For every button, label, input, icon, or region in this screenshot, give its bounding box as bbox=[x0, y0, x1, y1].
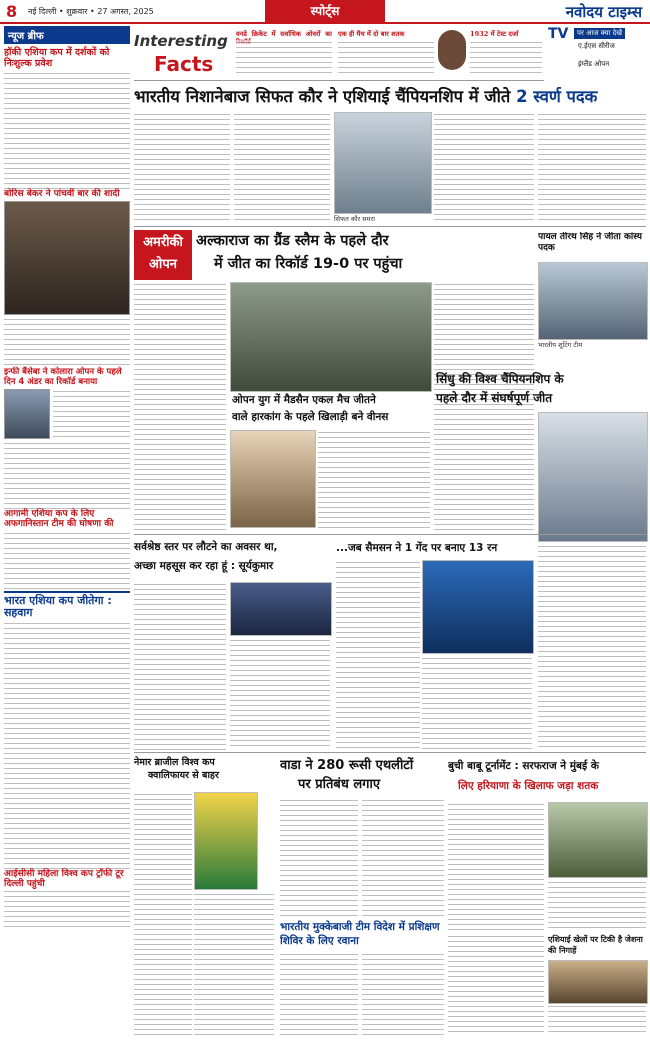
open-era-headline bbox=[232, 392, 432, 428]
payal-headline: पायल तीरथ सिंह ने जीता कांस्य पदक bbox=[538, 232, 642, 253]
buchi-line-2: लिए हरियाणा के खिलाफ जड़ा शतक bbox=[458, 780, 599, 792]
suryakumar-line-1: सर्वश्रेष्ठ स्तर पर लौटने का अवसर था, bbox=[134, 541, 278, 553]
fact-2: एक ही मैच में दो बार शतक bbox=[338, 30, 434, 76]
news-brief-column bbox=[4, 26, 130, 1038]
photo-caption: सिफत कौर समरा bbox=[334, 215, 375, 223]
main-story-col-4 bbox=[538, 112, 646, 224]
buchi-col-2 bbox=[548, 880, 646, 932]
suryakumar-headline bbox=[134, 538, 334, 578]
sifat-kaur-photo bbox=[334, 112, 432, 214]
venus-story bbox=[318, 430, 430, 530]
main-headline-text: भारतीय निशानेबाज सिफत कौर ने एशियाई चैंपियनशिप में जीते bbox=[134, 87, 517, 106]
open-era-line-1: ओपन युग में मैडसैन एकल मैच जीतने bbox=[232, 394, 376, 406]
text-block bbox=[4, 529, 130, 591]
samson-col-2 bbox=[422, 656, 532, 750]
newspaper-brand: नवोदय टाइम्स bbox=[565, 3, 642, 21]
payal-photo bbox=[538, 262, 648, 340]
sindhu-line-1: सिंधु की विश्व चैंपियनशिप के bbox=[436, 372, 564, 386]
main-story-col-2 bbox=[234, 112, 330, 224]
sindhu-photo bbox=[538, 412, 648, 542]
divider bbox=[134, 534, 646, 535]
boxing-col-2 bbox=[362, 952, 444, 1036]
samson-col-1 bbox=[336, 560, 420, 750]
tv-channel-1: ए.ईएस सीरीज bbox=[578, 42, 615, 50]
neymar-line-2: क्वालिफायर से बाहर bbox=[148, 770, 219, 781]
sindhu-headline bbox=[436, 370, 646, 410]
payal-caption: भारतीय शूटिंग टीम bbox=[538, 341, 583, 349]
player-photo bbox=[4, 389, 50, 439]
buchi-headline bbox=[448, 756, 646, 800]
fact-3: 1932 में टेस्ट दर्जा bbox=[470, 30, 542, 76]
suryakumar-col-2 bbox=[230, 638, 330, 750]
alcaraz-headline-line-2: में जीत का रिकॉर्ड 19-0 पर पहुंचा bbox=[214, 256, 403, 272]
buchi-line-1: बुची बाबू टूर्नामेंट : सरफराज ने मुंबई के bbox=[448, 760, 599, 772]
wada-col-1 bbox=[280, 798, 358, 918]
divider bbox=[134, 226, 646, 227]
facts-title-2: Facts bbox=[154, 52, 214, 76]
asian-games-col-1 bbox=[448, 934, 544, 1036]
sindhu-line-2: पहले दौर में संघर्षपूर्ण जीत bbox=[436, 391, 553, 405]
wada-line-1: वाडा ने 280 रूसी एथलीटों bbox=[280, 758, 414, 773]
neymar-headline bbox=[134, 756, 274, 792]
tv-icon: TV bbox=[548, 26, 569, 42]
main-story-col-3 bbox=[434, 112, 534, 224]
neymar-photo bbox=[194, 792, 258, 890]
news-brief-label: न्यूज ब्रीफ bbox=[4, 26, 130, 44]
page-number: 8 bbox=[6, 2, 18, 21]
text-block bbox=[4, 317, 130, 367]
open-era-line-2: वाले हारकांग के पहले खिलाड़ी बने वीनस bbox=[232, 411, 389, 423]
fact-1: वनडे क्रिकेट में सर्वाधिक ओवरों का bbox=[236, 30, 332, 76]
brief-headline-1: हॉकी एशिया कप में दर्शकों को निःशुल्क प्रवेश bbox=[4, 47, 110, 69]
boxing-headline: भारतीय मुक्केबाजी टीम विदेश में प्रशिक्षण शिविर के लिए रवाना bbox=[280, 921, 440, 947]
masthead bbox=[0, 0, 650, 24]
wada-col-2 bbox=[362, 798, 444, 918]
tv-channel-2: इंग्लैंड ओपन bbox=[578, 60, 610, 68]
boxing-col-1 bbox=[280, 952, 358, 1036]
asian-games-col-2 bbox=[548, 1004, 646, 1036]
brief-headline-6: आईसीसी महिला विश्व कप ट्रॉफी टूर दिल्ली पहुंची bbox=[4, 869, 124, 889]
venus-photo bbox=[230, 430, 316, 528]
suryakumar-photo bbox=[230, 582, 332, 636]
neymar-col-1 bbox=[134, 792, 192, 1036]
text-block bbox=[53, 389, 130, 437]
suryakumar-line-2: अच्छा महसूस कर रहा हूं : सूर्यकुमार bbox=[134, 560, 274, 572]
boris-photo bbox=[4, 201, 130, 315]
interesting-facts bbox=[134, 26, 544, 81]
samson-photo bbox=[422, 560, 534, 654]
sarfaraz-photo bbox=[548, 802, 648, 878]
brief-headline-2: बोरिस बेकर ने पांचवीं बार की शादी bbox=[4, 189, 120, 199]
jeshna-photo bbox=[548, 960, 648, 1004]
text-block bbox=[4, 619, 130, 869]
main-headline-highlight: 2 स्वर्ण पदक bbox=[516, 87, 598, 106]
suryakumar-col-1 bbox=[134, 582, 226, 750]
buchi-col-1 bbox=[448, 802, 544, 932]
tv-subtitle: पर आज क्या देखें bbox=[574, 28, 625, 39]
alcaraz-col-1 bbox=[134, 282, 226, 532]
brief-headline-3: इन्फी बैंसेबा ने कोलारा ओपन के पहले दिन 4 अंडर का रिकॉर्ड बनाया bbox=[4, 367, 122, 387]
cricketer-photo bbox=[438, 30, 466, 70]
wada-headline bbox=[280, 756, 444, 796]
text-block bbox=[4, 439, 130, 509]
facts-title-1: Interesting bbox=[134, 32, 228, 50]
samson-headline: ...जब सैमसन ने 1 गेंद पर बनाए 13 रन bbox=[336, 542, 498, 554]
section-label: स्पोर्ट्स bbox=[265, 0, 385, 22]
neymar-col-2 bbox=[194, 892, 274, 1036]
sindhu-story bbox=[538, 544, 646, 750]
tv-schedule bbox=[548, 26, 646, 80]
neymar-line-1: नेमार ब्राजील विश्व कप bbox=[134, 757, 215, 768]
divider bbox=[134, 752, 646, 753]
main-story-col-1 bbox=[134, 112, 230, 224]
asian-games-headline: एशियाई खेलों पर टिकी है जेशना की निगाहें bbox=[548, 935, 643, 955]
alcaraz-photo bbox=[230, 282, 432, 392]
alcaraz-tag: अमरीकी ओपन bbox=[134, 230, 192, 280]
text-block bbox=[4, 69, 130, 189]
alcaraz-headline bbox=[196, 230, 486, 278]
text-block bbox=[4, 889, 130, 929]
alcaraz-headline-line-1: अल्काराज का ग्रैंड स्लैम के पहले दौर bbox=[196, 233, 389, 249]
dateline: नई दिल्ली • शुक्रवार • 27 अगस्त, 2025 bbox=[28, 7, 154, 16]
brief-headline-5: भारत एशिया कप जीतेगा : सहवाग bbox=[4, 591, 130, 619]
brief-headline-4: आगामी एशिया कप के लिए अफगानिस्तान टीम की घोषणा की bbox=[4, 509, 114, 529]
wada-line-2: पर प्रतिबंध लगाए bbox=[298, 777, 381, 792]
main-headline bbox=[134, 84, 646, 110]
